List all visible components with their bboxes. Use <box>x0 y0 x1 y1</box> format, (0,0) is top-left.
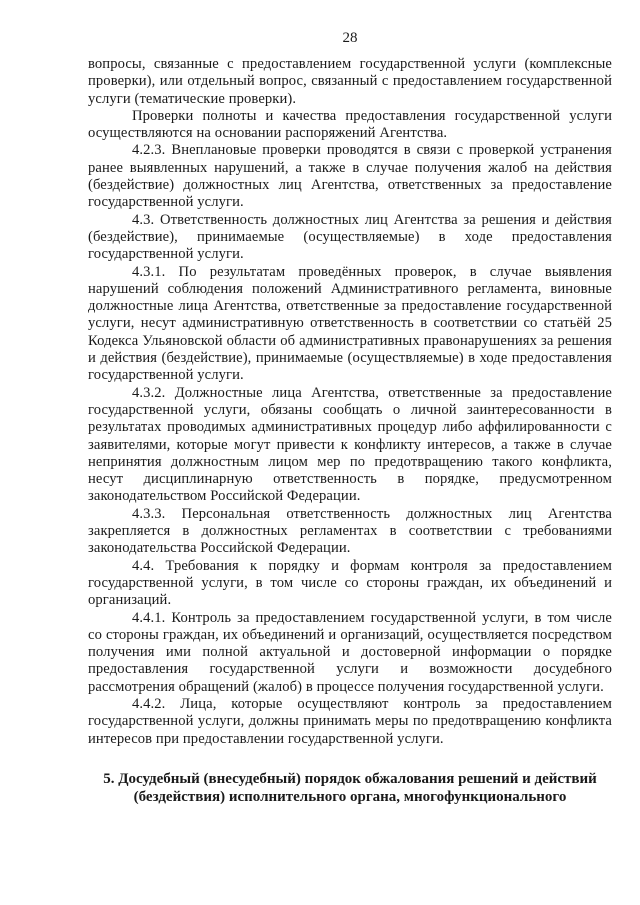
paragraph: 4.3. Ответственность должностных лиц Агентства за решения и действия (бездействие), принимаемые (осуществляемые) в ходе предоставления государственной услуги. <box>88 211 612 263</box>
paragraph: вопросы, связанные с предоставлением государственной услуги (комплексные проверки), или отдельный вопрос, связанный с предоставлением государственной услуги (тематические проверки). <box>88 56 612 107</box>
paragraph: Проверки полноты и качества предоставления государственной услуги осуществляются на основании распоряжений Агентства. <box>88 107 612 142</box>
paragraph: 4.4. Требования к порядку и формам контроля за предоставлением государственной услуги, в том числе со стороны граждан, их объединений и организаций. <box>88 557 612 609</box>
paragraph: 4.3.3. Персональная ответственность должностных лиц Агентства закрепляется в должностных регламентах в соответствии с требованиями законодательства Российской Федерации. <box>88 505 612 557</box>
paragraph: 4.2.3. Внеплановые проверки проводятся в связи с проверкой устранения ранее выявленных нарушений, а также в случае получения жалоб на действия (бездействие) должностных лиц Агентства, ответственных за предоставление государственной услуги. <box>88 142 612 211</box>
section-heading: 5. Досудебный (внесудебный) порядок обжалования решений и действий (бездействия) исполнительного органа, многофункционального <box>103 770 597 805</box>
paragraph: 4.4.1. Контроль за предоставлением государственной услуги, в том числе со стороны граждан, их объединений и организаций, осуществляется посредством получения ими полной актуальной и достоверной информации о порядке предоставления государственной услуги и возможности досудебного рассмотрения обращений (жалоб) в процессе получения государственной услуги. <box>88 609 612 695</box>
paragraph: 4.4.2. Лица, которые осуществляют контроль за предоставлением государственной услуги, должны принимать меры по предотвращению конфликта интересов при предоставлении государственной услуги. <box>88 695 612 747</box>
paragraph: 4.3.2. Должностные лица Агентства, ответственные за предоставление государственной услуги, обязаны сообщать о личной заинтересованности в результатах проводимых административных процедур либо аффилированности с заявителями, которые могут привести к конфликту интересов, а также в случае непринятия должностным лицом мер по предотвращению такого конфликта, несут дисциплинарную ответственность в порядке, предусмотренном законодательством Российской Федерации. <box>88 384 612 505</box>
paragraph: 4.3.1. По результатам проведённых проверок, в случае выявления нарушений соблюдения положений Административного регламента, виновные должностные лица Агентства, ответственные за предоставление государственной услуги, несут административную ответственность в соответствии со статьёй 25 Кодекса Ульяновской области об административных правонарушениях за решения и действия (бездействие), принимаемые (осуществляемые) в ходе предоставления государственной услуги. <box>88 263 612 384</box>
page-number: 28 <box>342 30 358 46</box>
